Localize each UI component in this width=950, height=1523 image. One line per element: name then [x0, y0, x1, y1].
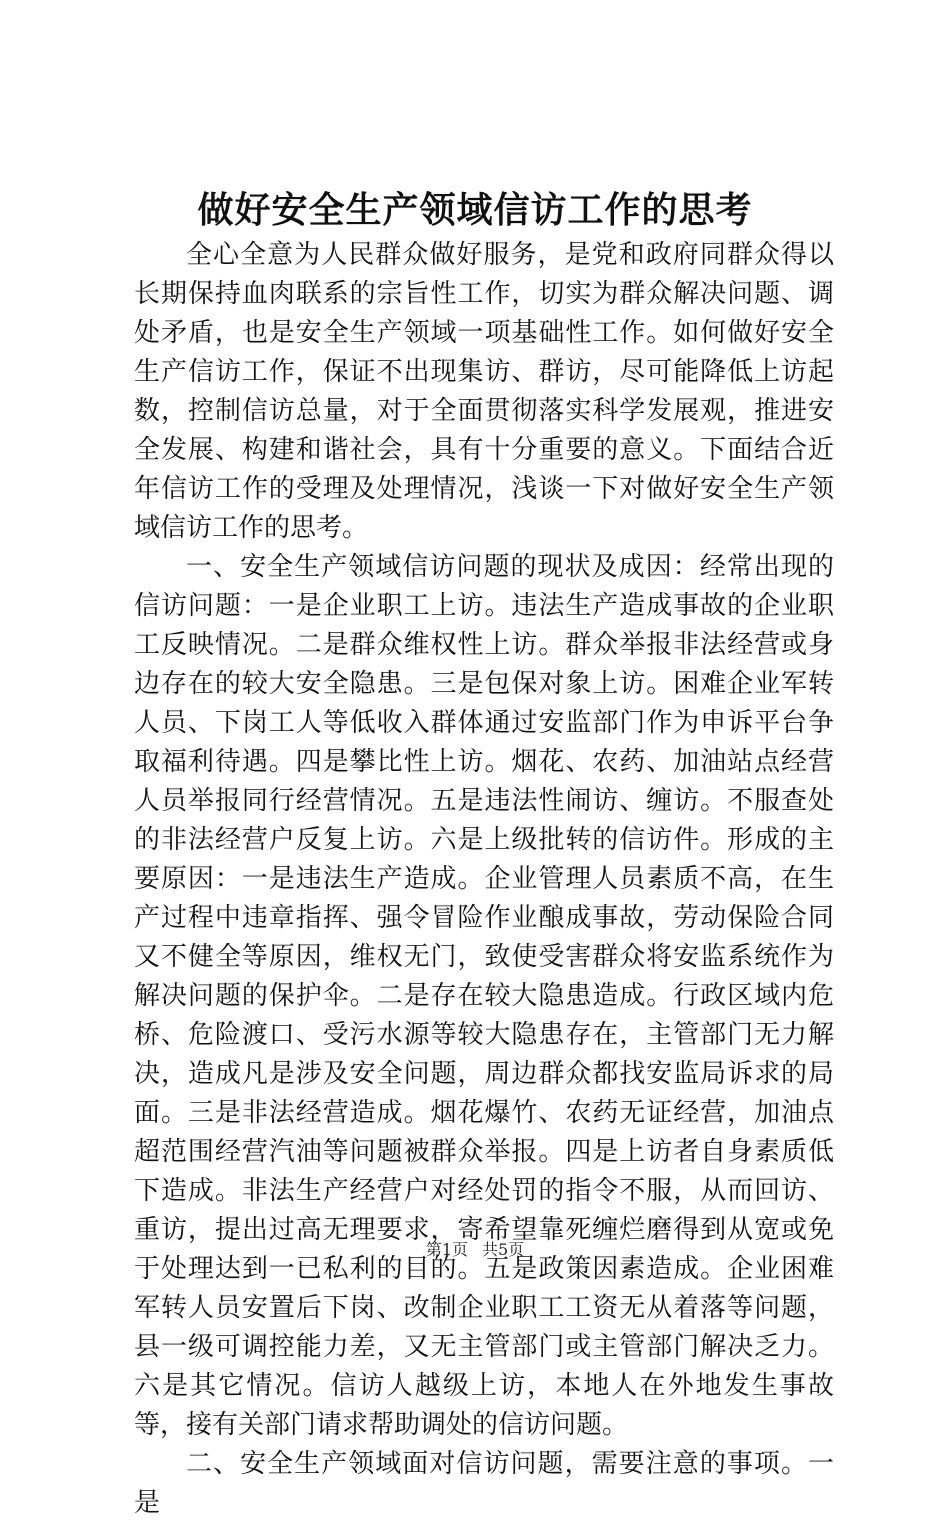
page-number: 第1页	[425, 1240, 468, 1259]
document-body	[134, 236, 834, 1523]
paragraph-section-two: 二、安全生产领域面对信访问题，需要注意的事项。一是	[134, 1449, 834, 1518]
paragraph-section-one: 一、安全生产领域信访问题的现状及成因：经常出现的信访问题：一是企业职工上访。违法生产造成事故的企业职工反映情况。二是群众维权性上访。群众举报非法经营或身边存在的较大安全隐患。三是包保对象上访。困难企业军转人员、下岗工人等低收入群体通过安监部门作为申诉平台争取福利待遇。四是攀比性上访。烟花、农药、加油站点经营人员举报同行经营情况。五是违法性闹访、缠访。不服查处的非法经营户反复上访。六是上级批转的信访件。形成的主要原因：一是违法生产造成。企业管理人员素质不高，在生产过程中违章指挥、强令冒险作业酿成事故，劳动保险合同又不健全等原因，维权无门，致使受害群众将安监系统作为解决问题的保护伞。二是存在较大隐患造成。行政区域内危桥、危险渡口、受污水源等较大隐患存在，主管部门无力解决，造成凡是涉及安全问题，周边群众都找安监局诉求的局面。三是非法经营造成。烟花爆竹、农药无证经营，加油点超范围经营汽油等问题被群众举报。四是上访者自身素质低下造成。非法生产经营户对经处罚的指令不服，从而回访、重访，提出过高无理要求，寄希望靠死缠烂磨得到从宽或免于处理达到一已私利的目的。五是政策因素造成。企业困难军转人员安置后下岗、改制企业职工工资无从着落等问题，县一级可调控能力差，又无主管部门或主管部门解决乏力。六是其它情况。信访人越级上访，本地人在外地发生事故等，接有关部门请求帮助调处的信访问题。	[134, 552, 834, 1440]
paragraph-intro: 全心全意为人民群众做好服务，是党和政府同群众得以长期保持血肉联系的宗旨性工作，切实为群众解决问题、调处矛盾，也是安全生产领域一项基础性工作。如何做好安全生产信访工作，保证不出现集访、群访，尽可能降低上访起数，控制信访总量，对于全面贯彻落实科学发展观，推进安全发展、构建和谐社会，具有十分重要的意义。下面结合近年信访工作的受理及处理情况，浅谈一下对做好安全生产领域信访工作的思考。	[134, 240, 834, 543]
document-title: 做好安全生产领域信访工作的思考	[197, 189, 753, 231]
page-footer	[0, 1238, 950, 1262]
page-total: 共5页	[482, 1240, 525, 1259]
